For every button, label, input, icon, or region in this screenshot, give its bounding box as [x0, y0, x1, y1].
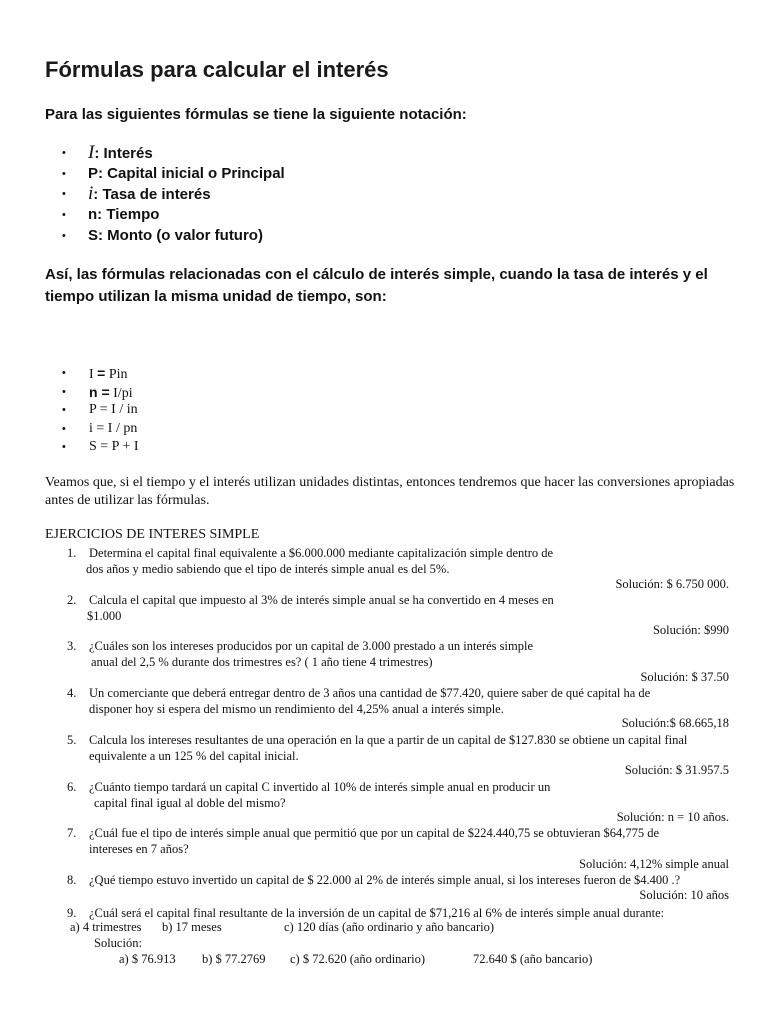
exercise-solution: Solución: $ 31.957.5 — [624, 763, 729, 777]
exercise-text: Un comerciante que deberá entregar dentro de 3 años una cantidad de $77.420, quiere saber de qué capital ha de — [89, 686, 651, 700]
exercise-option: a) 4 trimestres — [70, 920, 142, 934]
exercise-text: ¿Qué tiempo estuvo invertido un capital de $ 22.000 al 2% de interés simple anual, si los intereses fueron de $4.400 .? — [89, 873, 681, 887]
bullet: • — [62, 385, 66, 398]
formula-amount — [62, 438, 139, 457]
exercise-solution: 72.640 $ (año bancario) — [473, 952, 593, 966]
notation-item-capital — [62, 164, 285, 185]
exercise-text: capital final igual al doble del mismo? — [94, 796, 286, 810]
exercise-number: 1. — [67, 546, 77, 560]
exercise-text: equivalente a un 125 % del capital inicial. — [89, 749, 299, 763]
notation-item-tasa — [62, 184, 285, 205]
formula-list — [62, 364, 139, 457]
exercise-solution: Solución: 10 años — [639, 888, 729, 902]
exercise-text: ¿Cuáles son los intereses producidos por un capital de 3.000 prestado a un interés simple — [89, 639, 533, 653]
exercise-number: 3. — [67, 639, 77, 653]
formula-part: I — [89, 367, 98, 382]
exercise-number: 7. — [67, 826, 77, 840]
notation-text: S: Monto (o valor futuro) — [88, 226, 263, 244]
exercise-solution: c) $ 72.620 (año ordinario) — [290, 952, 426, 966]
exercise-solution: a) $ 76.913 — [119, 952, 176, 966]
exercise-solution: Solución: 4,12% simple anual — [579, 857, 729, 871]
formula-part: n — [89, 383, 98, 400]
bullet: • — [62, 229, 66, 242]
formula-principal — [62, 401, 139, 420]
notation-item-tiempo — [62, 205, 285, 226]
notation-text: n: Tiempo — [88, 206, 160, 224]
page-title: Fórmulas para calcular el interés — [45, 57, 389, 82]
conversion-note: Veamos que, si el tiempo y el interés utilizan unidades distintas, entonces tendremos que hacer las conversiones apropiadas antes de utilizar las fórmulas. — [45, 475, 735, 508]
exercise-solution: Solución: $ 37.50 — [640, 670, 729, 684]
symbol-I: I — [88, 142, 95, 163]
exercise-text: ¿Cuál será el capital final resultante de la inversión de un capital de $71,216 al 6% de interés simple anual durante: — [89, 906, 665, 920]
exercise-number: 4. — [67, 686, 77, 700]
exercise-solution: Solución: n = 10 años. — [616, 810, 729, 824]
exercise-text: ¿Cuál fue el tipo de interés simple anual que permitió que por un capital de $224.440,75 se obtuvieran $64,775 de — [89, 826, 659, 840]
symbol-i: i — [88, 183, 94, 205]
bullet: • — [62, 209, 66, 222]
exercise-number: 2. — [67, 593, 77, 607]
simple-interest-paragraph: Así, las fórmulas relacionadas con el cálculo de interés simple, cuando la tasa de interés y el tiempo utilizan la misma unidad de tiempo, son: — [45, 266, 708, 305]
exercise-solution-label: Solución: — [94, 936, 142, 950]
exercise-solution: Solución: $ 6.750 000. — [615, 577, 729, 591]
exercise-text: $1.000 — [87, 609, 122, 623]
formula-part: = — [97, 383, 110, 400]
bullet: • — [62, 147, 66, 159]
exercise-solution: Solución: $990 — [652, 623, 729, 637]
exercise-text: disponer hoy si espera del mismo un rendimiento del 4,25% anual a interés simple. — [89, 702, 504, 716]
notation-item-interes — [62, 143, 285, 164]
formula-part: I/pi — [109, 385, 133, 401]
exercise-solution: Solución:$ 68.665,18 — [621, 716, 729, 730]
exercise-text: Calcula el capital que impuesto al 3% de interés simple anual se ha convertido en 4 meses en — [89, 593, 554, 607]
bullet: • — [62, 188, 66, 201]
exercise-text: anual del 2,5 % durante dos trimestres es? ( 1 año tiene 4 trimestres) — [91, 655, 433, 669]
exercise-text: intereses en 7 años? — [89, 842, 189, 856]
exercise-number: 6. — [67, 780, 77, 794]
formula-part: Pin — [105, 367, 128, 382]
exercise-number: 9. — [67, 906, 77, 920]
exercise-text: Determina el capital final equivalente a $6.000.000 mediante capitalización simple dentro de — [89, 546, 554, 560]
exercise-text: Calcula los intereses resultantes de una operación en la que a partir de un capital de $127.830 se obtiene un capital final — [89, 733, 688, 747]
bullet: • — [62, 367, 66, 379]
exercise-solution: b) $ 77.2769 — [202, 952, 266, 966]
bullet: • — [62, 441, 66, 453]
exercise-option: b) 17 meses — [162, 920, 222, 934]
notation-item-monto — [62, 226, 285, 247]
exercises-title: EJERCICIOS DE INTERES SIMPLE — [45, 527, 260, 542]
formula-part: S = P + I — [89, 439, 139, 454]
formula-interest — [62, 364, 139, 383]
formula-part: = — [97, 365, 106, 381]
exercise-text: ¿Cuánto tiempo tardará un capital C invertido al 10% de interés simple anual en producir un — [89, 780, 551, 794]
notation-text: P: Capital inicial o Principal — [88, 164, 285, 182]
exercise-number: 8. — [67, 873, 77, 887]
exercise-number: 5. — [67, 733, 77, 747]
formula-part: P = I / in — [89, 402, 138, 417]
formula-time — [62, 383, 139, 402]
exercise-text: dos años y medio sabiendo que el tipo de interés simple anual es del 5%. — [86, 562, 450, 576]
bullet: • — [62, 404, 66, 416]
notation-text: : Interés — [94, 145, 153, 162]
notation-text: : Tasa de interés — [93, 186, 211, 204]
formula-part: i = I / pn — [89, 420, 138, 436]
formula-rate — [62, 420, 139, 439]
exercise-option: c) 120 días (año ordinario y año bancario) — [284, 920, 494, 934]
notation-list — [62, 143, 285, 246]
bullet: • — [62, 167, 66, 180]
bullet: • — [62, 422, 66, 435]
notation-intro: Para las siguientes fórmulas se tiene la siguiente notación: — [45, 106, 467, 123]
